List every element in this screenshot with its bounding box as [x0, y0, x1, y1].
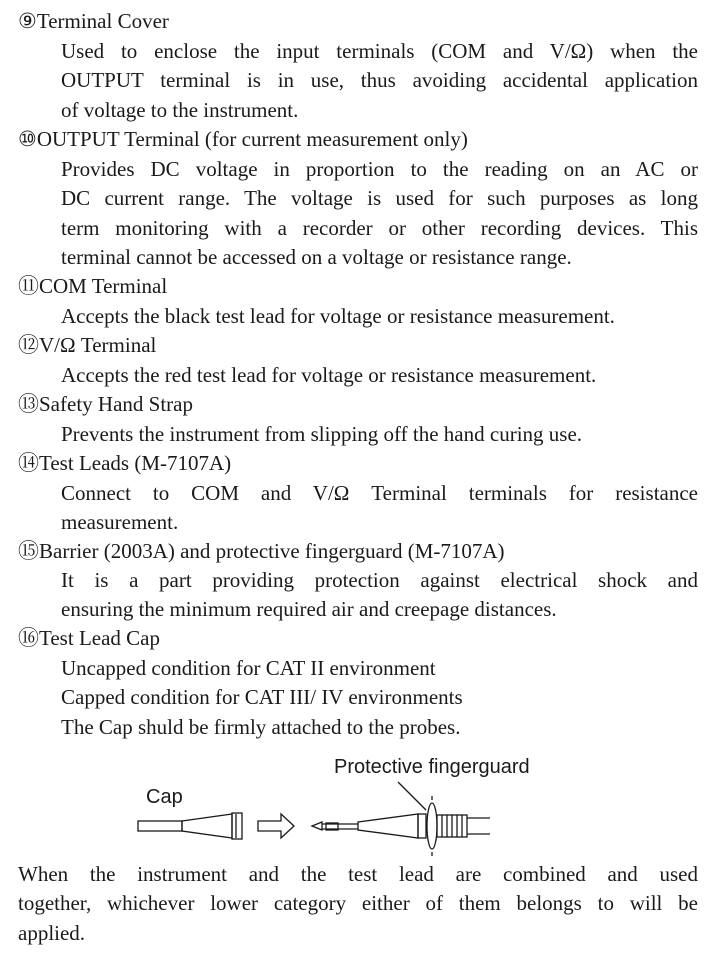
- category-note-line-1: When the instrument and the test lead are combined and used: [18, 862, 698, 886]
- section-14-title-text: Test Leads (M-7107A): [39, 451, 232, 475]
- section-14-title: [18, 449, 231, 478]
- section-16-title: [18, 624, 160, 653]
- section-11-line-1: Accepts the black test lead for voltage or resistance measurement.: [61, 304, 615, 328]
- section-10-line-2: DC current range. The voltage is used for such purposes as long: [61, 186, 698, 211]
- section-16-line-3: The Cap shuld be firmly attached to the probes.: [61, 714, 461, 739]
- section-13-marker: ⑬: [18, 392, 39, 416]
- section-15-line-1: It is a part providing protection against electrical shock and: [61, 568, 698, 592]
- section-16-line-1: Uncapped condition for CAT II environment: [61, 656, 436, 680]
- section-12-line-1: Accepts the red test lead for voltage or resistance measurement.: [61, 363, 597, 387]
- section-9-marker: ⑨: [18, 9, 37, 33]
- probe-drawing: [312, 796, 490, 856]
- section-10-title: [18, 125, 468, 154]
- section-15-body: [61, 566, 698, 625]
- section-14-marker: ⑭: [18, 451, 39, 475]
- section-10-marker: ⑩: [18, 127, 37, 151]
- section-9-title: [18, 7, 169, 36]
- section-9-line-2: OUTPUT terminal is in use, thus avoiding accidental application: [61, 68, 698, 93]
- section-16-line-2: Capped condition for CAT III/ IV environments: [61, 685, 463, 710]
- section-10-line-1: Provides DC voltage in proportion to the reading on an AC or: [61, 157, 698, 181]
- section-16-body: [61, 654, 698, 742]
- fingerguard-leader-line: [398, 782, 426, 810]
- section-15-marker: ⑮: [18, 539, 39, 563]
- test-lead-cap-figure: [0, 752, 722, 862]
- section-11-marker: ⑪: [18, 274, 39, 298]
- fingerguard-label: Protective fingerguard: [334, 756, 530, 778]
- section-9-title-text: Terminal Cover: [36, 9, 169, 33]
- section-14-line-2: measurement.: [61, 510, 179, 535]
- section-10-line-3: term monitoring with a recorder or other recording devices. This: [61, 215, 698, 240]
- section-9-line-1: Used to enclose the input terminals (COM and V/Ω) when the: [61, 39, 698, 63]
- section-13-title-text: Safety Hand Strap: [39, 392, 193, 416]
- section-15-line-2: ensuring the minimum required air and creepage distances.: [61, 597, 557, 622]
- section-14-body: [61, 479, 698, 538]
- section-11-body: [61, 302, 698, 331]
- section-16-title-text: Test Lead Cap: [39, 626, 160, 650]
- section-13-title: [18, 390, 193, 419]
- arrow-right-icon: [258, 814, 294, 838]
- section-12-marker: ⑫: [18, 333, 39, 357]
- section-13-line-1: Prevents the instrument from slipping off the hand curing use.: [61, 422, 583, 446]
- test-lead-cap-illustration: [0, 752, 722, 862]
- section-16-marker: ⑯: [18, 626, 39, 650]
- section-12-title-text: V/Ω Terminal: [39, 333, 157, 357]
- section-9-line-3: of voltage to the instrument.: [61, 97, 299, 122]
- section-9-body: [61, 37, 698, 125]
- category-note: [18, 860, 698, 948]
- section-15-title: [18, 537, 505, 566]
- section-10-title-text: OUTPUT Terminal (for current measurement only): [36, 127, 468, 151]
- cap-label: Cap: [146, 786, 183, 808]
- cap-drawing: [138, 813, 242, 839]
- section-14-line-1: Connect to COM and V/Ω Terminal terminals for resistance: [61, 481, 698, 505]
- section-10-body: [61, 155, 698, 273]
- section-11-title: [18, 272, 167, 301]
- category-note-line-3: applied.: [18, 920, 86, 945]
- section-12-body: [61, 361, 698, 390]
- section-15-title-text: Barrier (2003A) and protective fingerguard (M-7107A): [39, 539, 505, 563]
- section-10-line-4: terminal cannot be accessed on a voltage or resistance range.: [61, 245, 572, 270]
- section-11-title-text: COM Terminal: [39, 274, 168, 298]
- section-12-title: [18, 331, 156, 360]
- category-note-line-2: together, whichever lower category either of them belongs to will be: [18, 891, 698, 916]
- section-13-body: [61, 420, 698, 449]
